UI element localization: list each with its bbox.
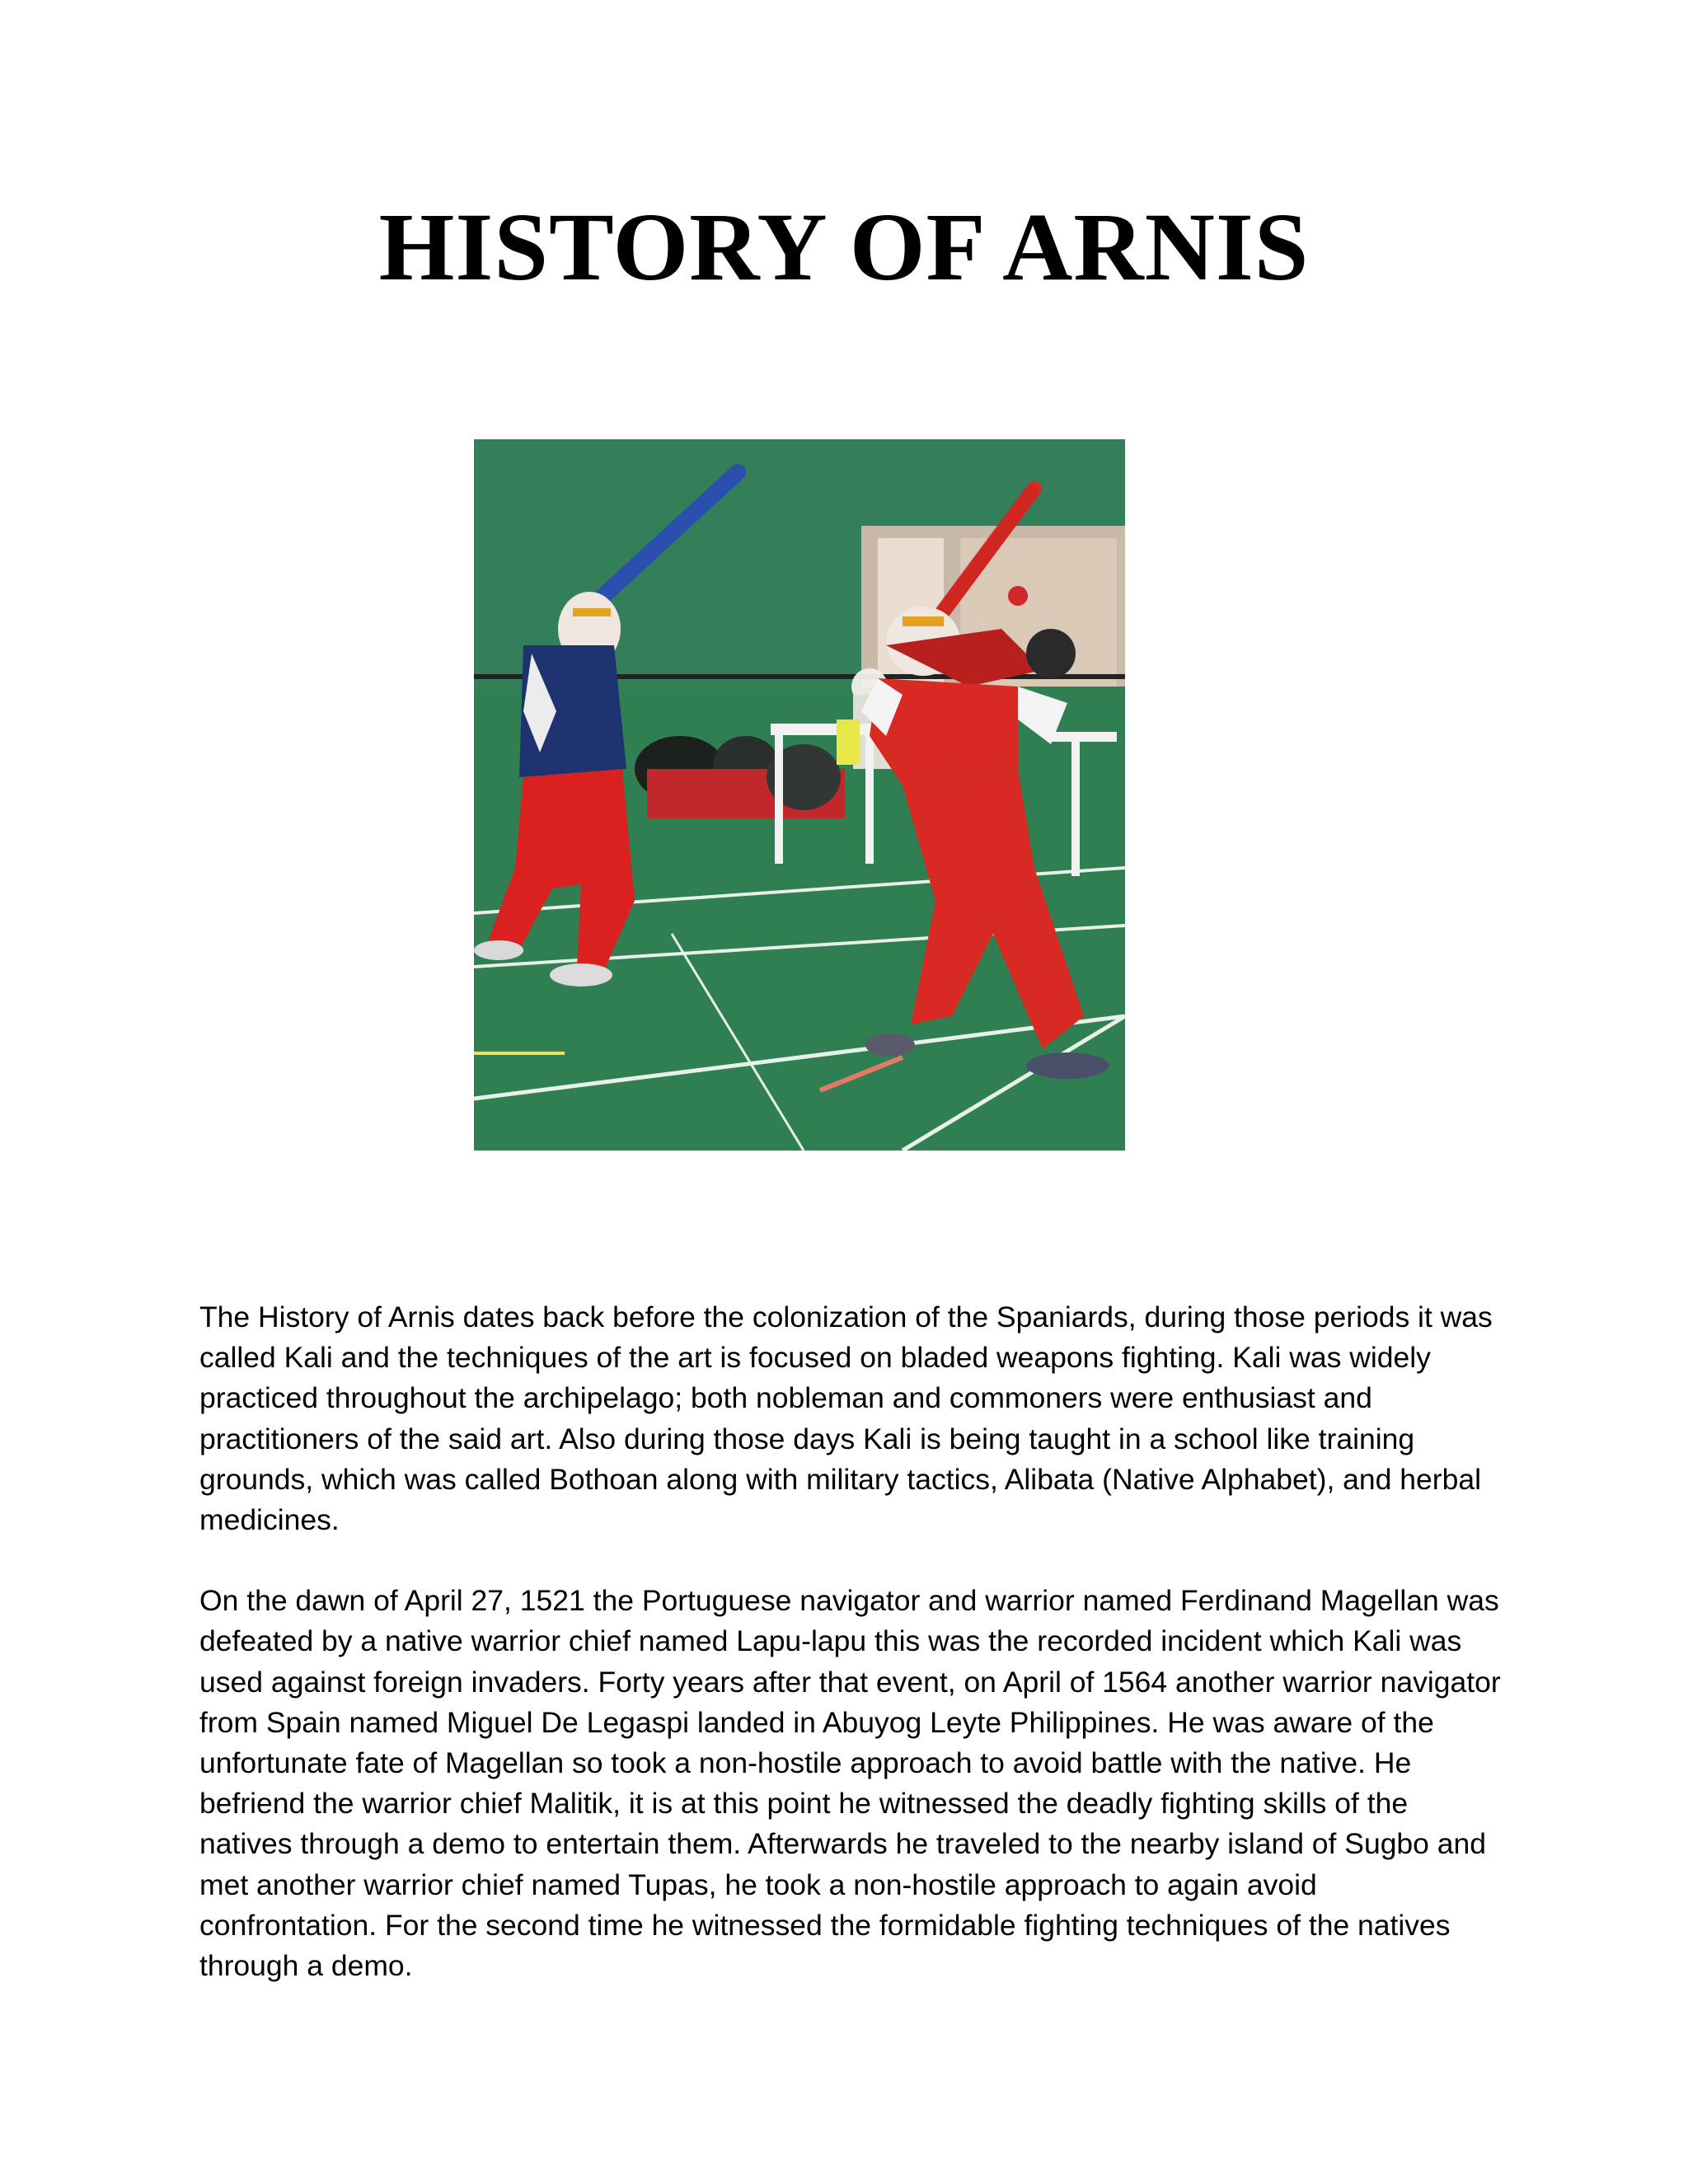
- page-title: HISTORY OF ARNIS: [378, 193, 1310, 301]
- arnis-sparring-illustration: [474, 439, 1125, 1151]
- paragraph-magellan-legaspi: On the dawn of April 27, 1521 the Portuguese navigator and warrior named Ferdinand Magellan was defeated by a native warrior chief named Lapu-lapu this was the recorded incident which Kali was used against foreign invaders. Forty years after that event, on April of 1564 another warrior navigator from Spain named Miguel De Legaspi landed in Abuyog Leyte Philippines. He was aware of the unfortunate fate of Magellan so took a non-hostile approach to avoid battle with the native. He befriend the warrior chief Malitik, it is at this point he witnessed the deadly fighting skills of the natives through a demo to entertain them. Afterwards he traveled to the nearby island of Sugbo and met another warrior chief named Tupas, he took a non-hostile approach to again avoid confrontation. For the second time he witnessed the formidable fighting techniques of the natives through a demo.: [199, 1584, 1501, 1983]
- paragraph-history-kali: The History of Arnis dates back before the colonization of the Spaniards, during those periods it was called Kali and the techniques of the art is focused on bladed weapons fighting. Kali was widely practiced throughout the archipelago; both nobleman and commoners were enthusiast and practitioners of the said art. Also during those days Kali is being taught in a school like training grounds, which was called Bothoan along with military tactics, Alibata (Native Alphabet), and herbal medicines.: [199, 1301, 1493, 1537]
- arnis-sparring-photo: [474, 439, 1125, 1151]
- article-body: [199, 1297, 1502, 2027]
